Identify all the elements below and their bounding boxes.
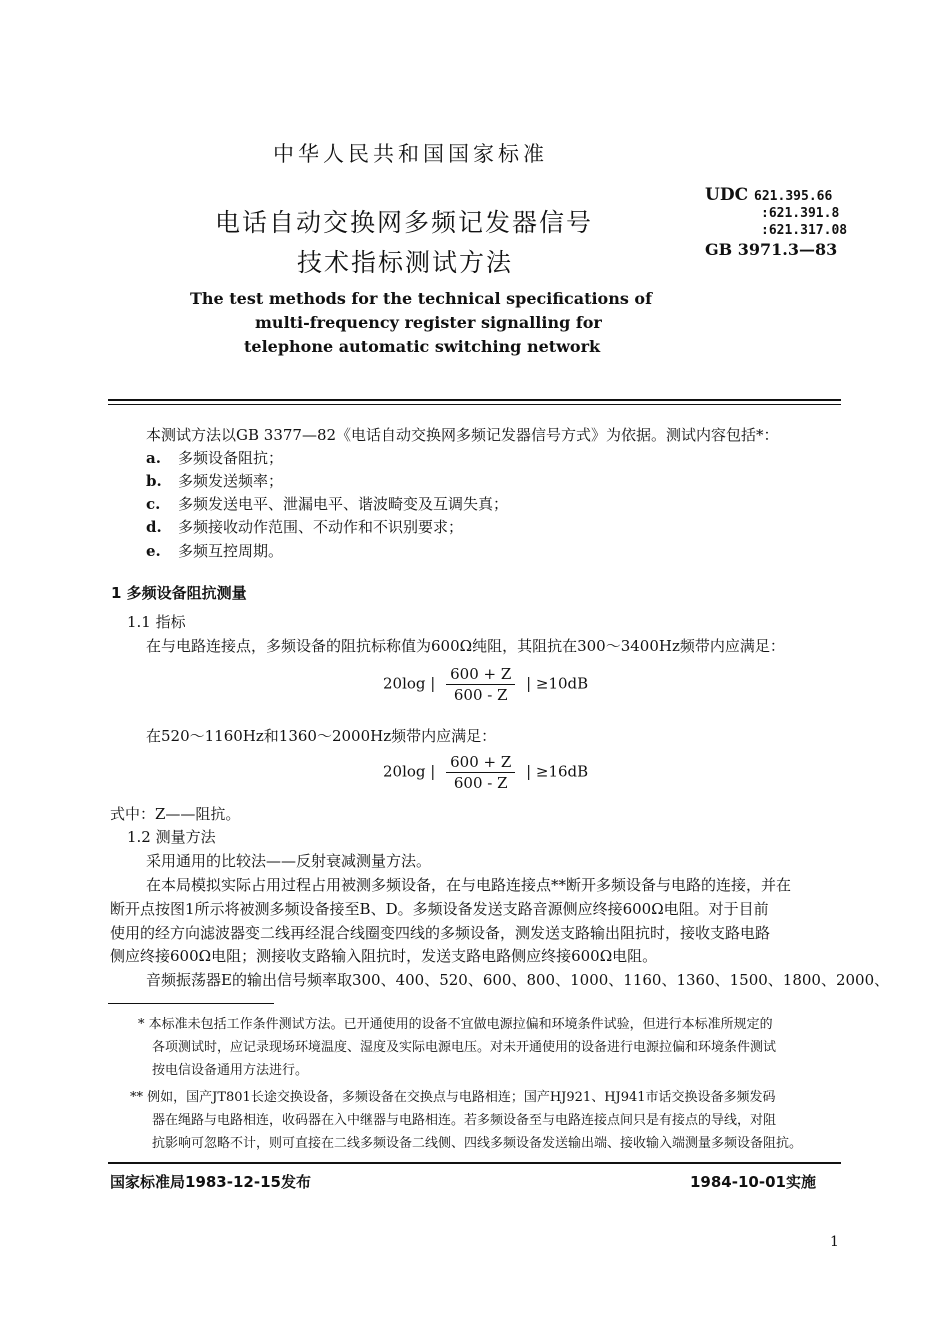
footnote-line: * 本标准未包括工作条件测试方法。已开通使用的设备不宜做电源拉偏和环境条件试验，但进行本标准所规定的 bbox=[138, 1017, 773, 1032]
list-text: 多频发送频率； bbox=[178, 472, 284, 490]
footnote-line: ** 例如，国产JT801长途交换设备，多频设备在交换点与电路相连；国产HJ921、HJ941市话交换设备多频发码 bbox=[130, 1090, 776, 1105]
english-title-line-2: multi-frequency register signalling for bbox=[255, 313, 602, 332]
header-rule bbox=[108, 399, 841, 401]
list-item bbox=[146, 493, 508, 514]
list-text: 多频设备阻抗； bbox=[178, 449, 284, 467]
fraction-numerator: 600 + Z bbox=[446, 753, 515, 773]
list-item bbox=[146, 470, 283, 491]
english-title-line-1: The test methods for the technical specifications of bbox=[190, 289, 652, 308]
udc-row bbox=[705, 205, 847, 222]
page-number: 1 bbox=[830, 1234, 839, 1250]
list-letter: c. bbox=[146, 495, 161, 513]
udc-code: :621.391.8 bbox=[761, 206, 840, 221]
list-text: 多频互控周期。 bbox=[178, 542, 284, 560]
udc-code: :621.317.08 bbox=[761, 223, 848, 238]
national-standard-header: 中华人民共和国国家标准 bbox=[273, 142, 548, 166]
formula bbox=[383, 665, 588, 704]
section-heading: 1 多频设备阻抗测量 bbox=[111, 584, 247, 602]
list-item bbox=[146, 447, 283, 468]
fraction-numerator: 600 + Z bbox=[446, 665, 515, 685]
formula-suffix: | ≥16dB bbox=[526, 762, 589, 781]
formula-prefix: 20log | bbox=[383, 674, 436, 693]
paragraph-line: 侧应终接600Ω电阻；测接收支路输入阻抗时，发送支路电路侧应终接600Ω电阻。 bbox=[110, 947, 658, 965]
udc-row bbox=[705, 222, 847, 239]
list-text: 多频接收动作范围、不动作和不识别要求； bbox=[178, 518, 464, 536]
gb-number: GB 3971.3—83 bbox=[705, 240, 838, 259]
list-letter: d. bbox=[146, 518, 162, 536]
paragraph: 采用通用的比较法——反射衰减测量方法。 bbox=[146, 852, 432, 870]
subsection-heading: 1.1 指标 bbox=[127, 613, 186, 631]
list-letter: b. bbox=[146, 472, 162, 490]
fraction-denominator: 600 - Z bbox=[453, 774, 508, 792]
footnote-line: 各项测试时，应记录现场环境温度、湿度及实际电源电压。对未开通使用的设备进行电源拉偏和环境条件测试 bbox=[152, 1040, 777, 1055]
list-item bbox=[146, 540, 283, 561]
paragraph: 在与电路连接点，多频设备的阻抗标称值为600Ω纯阻，其阻抗在300～3400Hz频带内应满足： bbox=[146, 637, 785, 655]
udc-label: UDC bbox=[705, 185, 749, 205]
footnote-line: 器在绳路与电路相连，收码器在入中继器与电路相连。若多频设备至与电路连接点间只是有接点的导线，对阻 bbox=[152, 1113, 777, 1128]
document-title-line-2: 技术指标测试方法 bbox=[297, 248, 514, 277]
effective-date: 1984-10-01实施 bbox=[690, 1173, 816, 1191]
formula-fraction bbox=[446, 665, 515, 704]
footer-rule bbox=[108, 1162, 841, 1164]
paragraph-line: 断开点按图1所示将被测多频设备接至B、D。多频设备发送支路音源侧应终接600Ω电阻。对于目前 bbox=[110, 900, 769, 918]
footnote-line: 抗影响可忽略不计，则可直接在二线多频设备二线侧、四线多频设备发送输出端、接收输入端测量多频设备阻抗。 bbox=[152, 1136, 803, 1151]
fraction-denominator: 600 - Z bbox=[453, 686, 508, 704]
paragraph-line: 使用的经方向滤波器变二线再经混合线圈变四线的多频设备，测发送支路输出阻抗时，接收支路电路 bbox=[110, 924, 771, 942]
udc-code: 621.395.66 bbox=[754, 189, 833, 204]
formula-where: 式中：Z——阻抗。 bbox=[110, 805, 241, 823]
footnote-line: 按电信设备通用方法进行。 bbox=[152, 1063, 309, 1078]
subsection-heading: 1.2 测量方法 bbox=[127, 828, 216, 846]
formula-prefix: 20log | bbox=[383, 762, 436, 781]
udc-classification bbox=[705, 187, 847, 258]
formula-suffix: | ≥10dB bbox=[526, 674, 589, 693]
document-title-line-1: 电话自动交换网多频记发器信号 bbox=[215, 208, 594, 237]
issue-date: 国家标准局1983-12-15发布 bbox=[110, 1173, 311, 1191]
formula-fraction bbox=[446, 753, 515, 792]
english-title-line-3: telephone automatic switching network bbox=[244, 337, 601, 356]
paragraph: 在520～1160Hz和1360～2000Hz频带内应满足： bbox=[146, 727, 497, 745]
header-rule bbox=[108, 404, 841, 405]
list-text: 多频发送电平、泄漏电平、谐波畸变及互调失真； bbox=[178, 495, 509, 513]
formula bbox=[383, 753, 588, 792]
list-letter: a. bbox=[146, 449, 161, 467]
footnote-rule bbox=[108, 1003, 274, 1004]
udc-row bbox=[705, 187, 847, 205]
list-item bbox=[146, 516, 463, 537]
intro-text: 本测试方法以GB 3377—82《电话自动交换网多频记发器信号方式》为依据。测试内容包括*： bbox=[146, 426, 779, 444]
paragraph-line: 音频振荡器E的输出信号频率取300、400、520、600、800、1000、1160、1360、1500、1800、2000、 bbox=[146, 971, 890, 989]
list-letter: e. bbox=[146, 542, 161, 560]
paragraph-line: 在本局模拟实际占用过程占用被测多频设备，在与电路连接点**断开多频设备与电路的连接，并在 bbox=[146, 876, 792, 894]
